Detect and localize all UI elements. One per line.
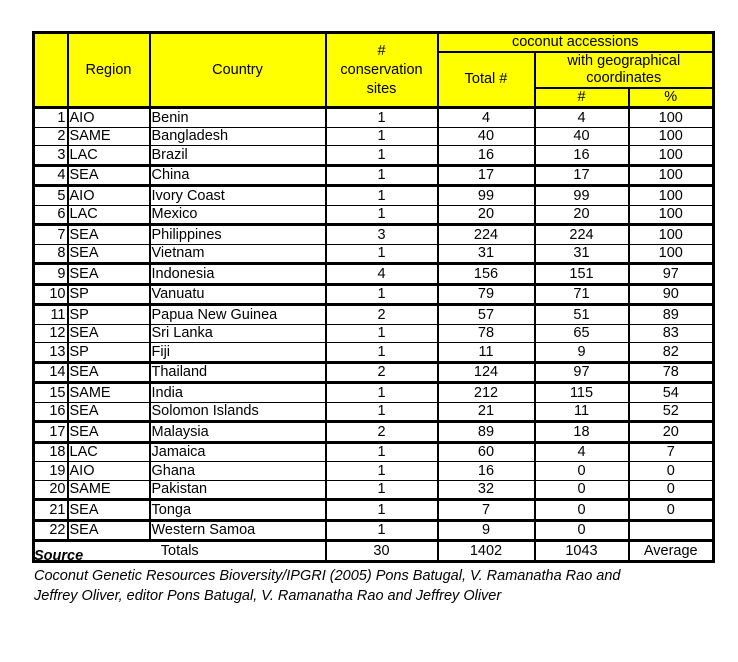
- country-cell: Sri Lanka: [150, 324, 326, 343]
- country-cell: Indonesia: [150, 264, 326, 285]
- country-cell: Papua New Guinea: [150, 305, 326, 325]
- geo-percent-cell: 20: [629, 422, 714, 443]
- region-cell: SP: [68, 305, 150, 325]
- region-cell: SEA: [68, 244, 150, 264]
- sites-cell: 2: [326, 362, 438, 383]
- geo-percent-cell: 0: [629, 500, 714, 521]
- geo-percent-cell: 100: [629, 225, 714, 245]
- table-row: [34, 383, 714, 403]
- header-index: [34, 33, 68, 108]
- total-accessions-cell: 7: [438, 500, 535, 521]
- row-number: 19: [34, 462, 68, 481]
- country-cell: Pakistan: [150, 480, 326, 500]
- row-number: 16: [34, 402, 68, 422]
- geo-count-cell: 97: [535, 362, 629, 383]
- geo-percent-cell: 83: [629, 324, 714, 343]
- header-geo-count: #: [535, 88, 629, 108]
- sites-cell: 1: [326, 462, 438, 481]
- geo-percent-cell: 100: [629, 244, 714, 264]
- totals-accessions: 1402: [438, 541, 535, 562]
- total-accessions-cell: 32: [438, 480, 535, 500]
- sites-cell: 1: [326, 343, 438, 363]
- country-cell: Malaysia: [150, 422, 326, 443]
- country-cell: Brazil: [150, 146, 326, 166]
- region-cell: AIO: [68, 462, 150, 481]
- row-number: 3: [34, 146, 68, 166]
- table-body: [34, 108, 714, 562]
- source-citation: Coconut Genetic Resources Bioversity/IPGRI (2005) Pons Batugal, V. Ramanatha Rao and Jeffrey Oliver, editor Pons Batugal, V. Ramanatha Rao and Jeffrey Oliver: [34, 568, 621, 604]
- table-row: [34, 264, 714, 285]
- row-number: 18: [34, 442, 68, 462]
- total-accessions-cell: 79: [438, 284, 535, 305]
- row-number: 4: [34, 165, 68, 186]
- table-row: [34, 244, 714, 264]
- totals-label: Totals: [34, 541, 326, 562]
- region-cell: SEA: [68, 422, 150, 443]
- table-row: [34, 362, 714, 383]
- total-accessions-cell: 11: [438, 343, 535, 363]
- region-cell: AIO: [68, 108, 150, 128]
- header-total: Total #: [438, 52, 535, 108]
- total-accessions-cell: 31: [438, 244, 535, 264]
- region-cell: SEA: [68, 225, 150, 245]
- geo-count-cell: 18: [535, 422, 629, 443]
- geo-percent-cell: [629, 520, 714, 541]
- header-country: Country: [150, 33, 326, 108]
- totals-sites: 30: [326, 541, 438, 562]
- total-accessions-cell: 89: [438, 422, 535, 443]
- sites-cell: 1: [326, 402, 438, 422]
- sites-cell: 3: [326, 225, 438, 245]
- geo-count-cell: 115: [535, 383, 629, 403]
- country-cell: Fiji: [150, 343, 326, 363]
- row-number: 13: [34, 343, 68, 363]
- geo-percent-cell: 0: [629, 480, 714, 500]
- geo-count-cell: 0: [535, 480, 629, 500]
- geo-percent-cell: 89: [629, 305, 714, 325]
- country-cell: Western Samoa: [150, 520, 326, 541]
- sites-cell: 1: [326, 500, 438, 521]
- header-conservation-sites: [326, 33, 438, 108]
- table-row: [34, 146, 714, 166]
- row-number: 7: [34, 225, 68, 245]
- region-cell: SEA: [68, 165, 150, 186]
- region-cell: SEA: [68, 520, 150, 541]
- source-note: [34, 546, 654, 606]
- geo-percent-cell: 100: [629, 127, 714, 146]
- total-accessions-cell: 4: [438, 108, 535, 128]
- geo-count-cell: 16: [535, 146, 629, 166]
- table-row: [34, 520, 714, 541]
- country-cell: Ivory Coast: [150, 186, 326, 206]
- region-cell: LAC: [68, 205, 150, 225]
- sites-cell: 2: [326, 305, 438, 325]
- geo-percent-cell: 100: [629, 108, 714, 128]
- country-cell: Tonga: [150, 500, 326, 521]
- table-row: [34, 422, 714, 443]
- sites-cell: 2: [326, 422, 438, 443]
- total-accessions-cell: 124: [438, 362, 535, 383]
- sites-cell: 1: [326, 205, 438, 225]
- region-cell: SP: [68, 343, 150, 363]
- region-cell: SAME: [68, 383, 150, 403]
- table-row: [34, 186, 714, 206]
- row-number: 10: [34, 284, 68, 305]
- table-row: [34, 402, 714, 422]
- geo-count-cell: 9: [535, 343, 629, 363]
- table-row: [34, 343, 714, 363]
- table-row: [34, 305, 714, 325]
- sites-cell: 1: [326, 284, 438, 305]
- geo-percent-cell: 100: [629, 146, 714, 166]
- geo-percent-cell: 7: [629, 442, 714, 462]
- geo-count-cell: 51: [535, 305, 629, 325]
- row-number: 15: [34, 383, 68, 403]
- country-cell: Mexico: [150, 205, 326, 225]
- geo-percent-cell: 100: [629, 186, 714, 206]
- header-geographical-coordinates: [535, 52, 714, 88]
- total-accessions-cell: 40: [438, 127, 535, 146]
- total-accessions-cell: 224: [438, 225, 535, 245]
- total-accessions-cell: 9: [438, 520, 535, 541]
- country-cell: Vanuatu: [150, 284, 326, 305]
- header-region: Region: [68, 33, 150, 108]
- region-cell: SAME: [68, 480, 150, 500]
- totals-percent: Average: [629, 541, 714, 562]
- table-row: [34, 225, 714, 245]
- geo-count-cell: 40: [535, 127, 629, 146]
- geo-count-cell: 65: [535, 324, 629, 343]
- geo-percent-cell: 97: [629, 264, 714, 285]
- header-sites-line1: #: [377, 42, 386, 59]
- table-row: [34, 205, 714, 225]
- country-cell: Bangladesh: [150, 127, 326, 146]
- region-cell: SAME: [68, 127, 150, 146]
- row-number: 17: [34, 422, 68, 443]
- geo-percent-cell: 100: [629, 205, 714, 225]
- geo-count-cell: 4: [535, 442, 629, 462]
- row-number: 14: [34, 362, 68, 383]
- total-accessions-cell: 60: [438, 442, 535, 462]
- region-cell: SEA: [68, 362, 150, 383]
- row-number: 2: [34, 127, 68, 146]
- table-row: [34, 165, 714, 186]
- region-cell: SEA: [68, 402, 150, 422]
- sites-cell: 1: [326, 480, 438, 500]
- geo-percent-cell: 78: [629, 362, 714, 383]
- table-row: [34, 480, 714, 500]
- geo-percent-cell: 52: [629, 402, 714, 422]
- table-row: [34, 462, 714, 481]
- country-cell: Jamaica: [150, 442, 326, 462]
- row-number: 5: [34, 186, 68, 206]
- total-accessions-cell: 16: [438, 462, 535, 481]
- sites-cell: 1: [326, 146, 438, 166]
- sites-cell: 1: [326, 165, 438, 186]
- total-accessions-cell: 20: [438, 205, 535, 225]
- header-geo-line2: coordinates: [586, 70, 662, 86]
- geo-count-cell: 0: [535, 462, 629, 481]
- region-cell: SEA: [68, 264, 150, 285]
- table-row: [34, 127, 714, 146]
- sites-cell: 1: [326, 442, 438, 462]
- table-row: [34, 442, 714, 462]
- country-cell: Ghana: [150, 462, 326, 481]
- region-cell: SP: [68, 284, 150, 305]
- row-number: 22: [34, 520, 68, 541]
- table-row: [34, 108, 714, 128]
- row-number: 20: [34, 480, 68, 500]
- region-cell: AIO: [68, 186, 150, 206]
- country-cell: India: [150, 383, 326, 403]
- sites-cell: 1: [326, 244, 438, 264]
- header-geo-percent: %: [629, 88, 714, 108]
- table-row: [34, 284, 714, 305]
- sites-cell: 1: [326, 186, 438, 206]
- header-sites-line3: sites: [366, 80, 397, 97]
- totals-geo-count: 1043: [535, 541, 629, 562]
- source-title: Source: [34, 548, 84, 564]
- geo-count-cell: 99: [535, 186, 629, 206]
- header-coconut-accessions: coconut accessions: [438, 33, 714, 53]
- country-cell: Solomon Islands: [150, 402, 326, 422]
- country-cell: Thailand: [150, 362, 326, 383]
- geo-count-cell: 11: [535, 402, 629, 422]
- geo-percent-cell: 82: [629, 343, 714, 363]
- country-cell: China: [150, 165, 326, 186]
- geo-count-cell: 0: [535, 520, 629, 541]
- geo-count-cell: 4: [535, 108, 629, 128]
- row-number: 6: [34, 205, 68, 225]
- total-accessions-cell: 16: [438, 146, 535, 166]
- table-row: [34, 324, 714, 343]
- sites-cell: 1: [326, 383, 438, 403]
- total-accessions-cell: 21: [438, 402, 535, 422]
- header-geo-line1: with geographical: [567, 53, 681, 69]
- row-number: 12: [34, 324, 68, 343]
- row-number: 9: [34, 264, 68, 285]
- country-cell: Philippines: [150, 225, 326, 245]
- region-cell: SEA: [68, 324, 150, 343]
- geo-count-cell: 17: [535, 165, 629, 186]
- coconut-accessions-table: [32, 31, 715, 563]
- sites-cell: 1: [326, 324, 438, 343]
- geo-count-cell: 224: [535, 225, 629, 245]
- total-accessions-cell: 78: [438, 324, 535, 343]
- row-number: 8: [34, 244, 68, 264]
- geo-percent-cell: 0: [629, 462, 714, 481]
- geo-count-cell: 0: [535, 500, 629, 521]
- region-cell: LAC: [68, 146, 150, 166]
- geo-count-cell: 20: [535, 205, 629, 225]
- sites-cell: 1: [326, 108, 438, 128]
- country-cell: Benin: [150, 108, 326, 128]
- country-cell: Vietnam: [150, 244, 326, 264]
- total-accessions-cell: 212: [438, 383, 535, 403]
- header-sites-line2: conservation: [340, 61, 423, 78]
- row-number: 11: [34, 305, 68, 325]
- geo-count-cell: 71: [535, 284, 629, 305]
- sites-cell: 1: [326, 127, 438, 146]
- total-accessions-cell: 156: [438, 264, 535, 285]
- total-accessions-cell: 99: [438, 186, 535, 206]
- geo-percent-cell: 54: [629, 383, 714, 403]
- geo-count-cell: 31: [535, 244, 629, 264]
- total-accessions-cell: 17: [438, 165, 535, 186]
- region-cell: LAC: [68, 442, 150, 462]
- sites-cell: 1: [326, 520, 438, 541]
- sites-cell: 4: [326, 264, 438, 285]
- row-number: 21: [34, 500, 68, 521]
- table-row: [34, 500, 714, 521]
- geo-percent-cell: 90: [629, 284, 714, 305]
- geo-percent-cell: 100: [629, 165, 714, 186]
- geo-count-cell: 151: [535, 264, 629, 285]
- total-accessions-cell: 57: [438, 305, 535, 325]
- row-number: 1: [34, 108, 68, 128]
- region-cell: SEA: [68, 500, 150, 521]
